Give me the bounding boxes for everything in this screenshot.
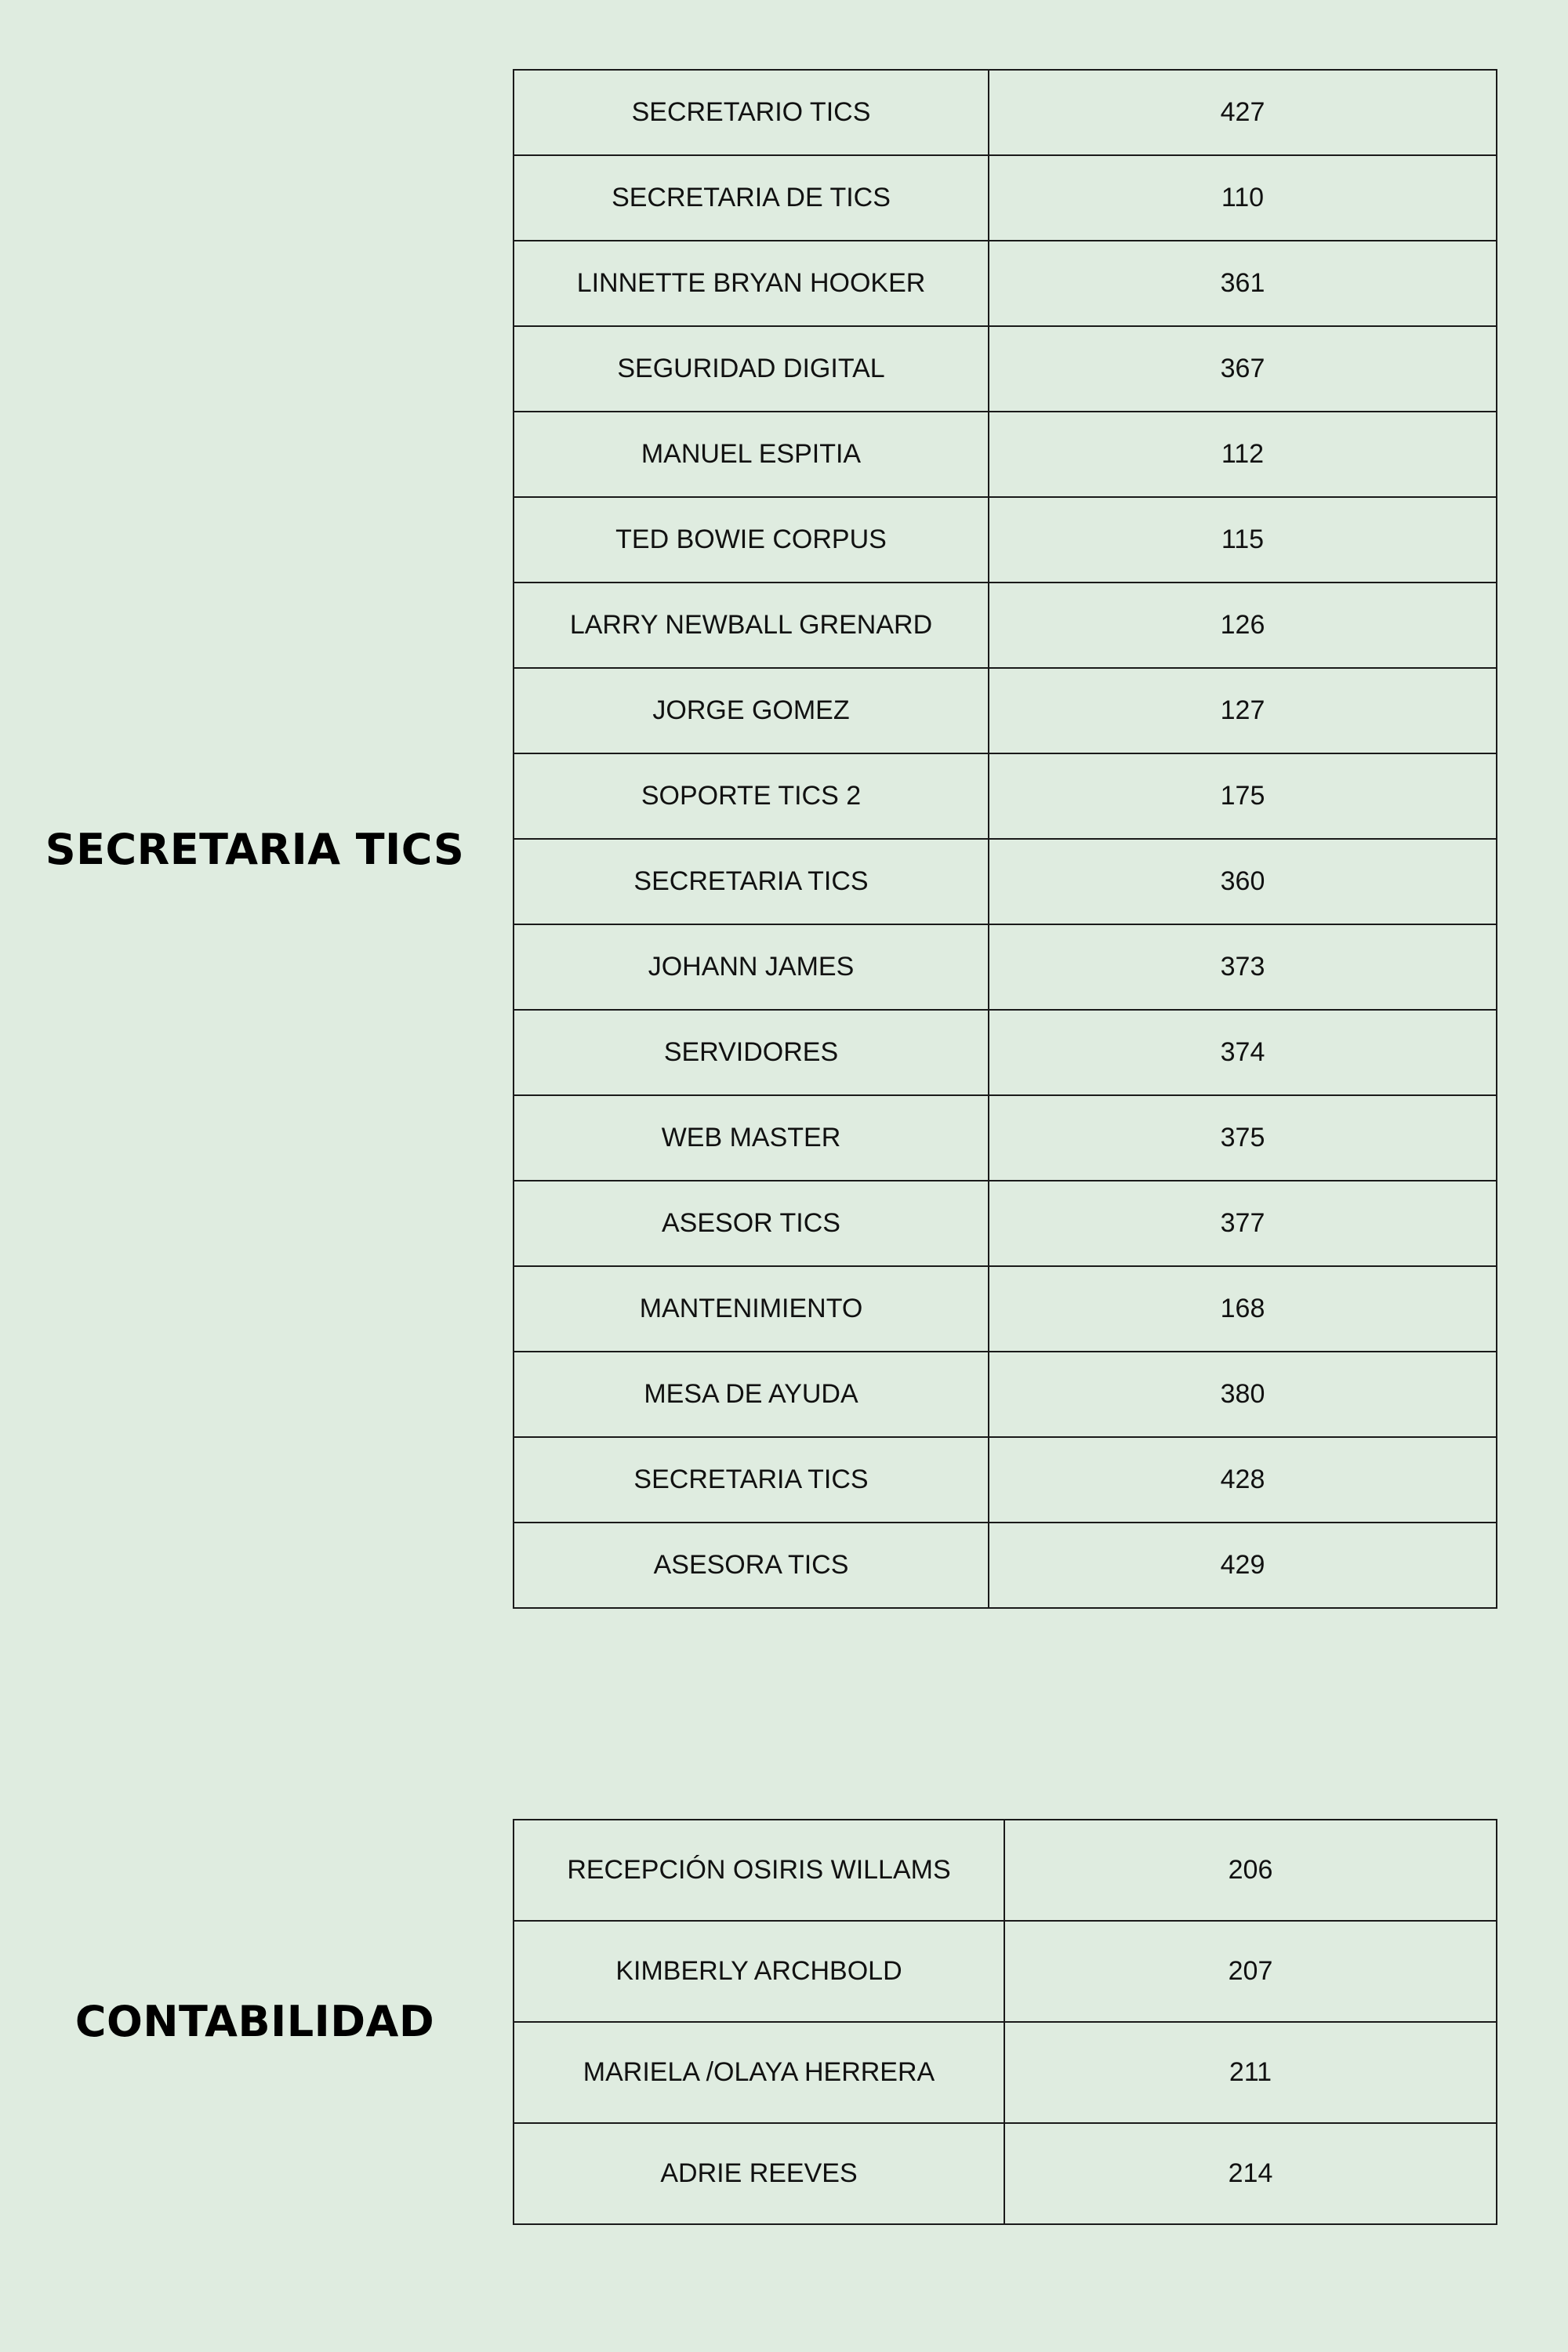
row-name: ASESORA TICS	[514, 1523, 989, 1608]
row-name: JORGE GOMEZ	[514, 668, 989, 753]
row-name: MARIELA /OLAYA HERRERA	[514, 2022, 1004, 2123]
row-extension: 207	[1004, 1921, 1497, 2022]
row-extension: 361	[989, 241, 1497, 326]
table-row	[514, 70, 1497, 155]
row-extension: 380	[989, 1352, 1497, 1437]
row-extension: 110	[989, 155, 1497, 241]
table-row	[514, 412, 1497, 497]
row-name: SEGURIDAD DIGITAL	[514, 326, 989, 412]
row-extension: 115	[989, 497, 1497, 583]
table-row	[514, 2123, 1497, 2224]
row-name: RECEPCIÓN OSIRIS WILLAMS	[514, 1820, 1004, 1921]
row-name: MANUEL ESPITIA	[514, 412, 989, 497]
extension-table-secretaria-tics	[513, 69, 1497, 1609]
section-title-secretaria-tics: SECRETARIA TICS	[45, 825, 465, 874]
row-name: ADRIE REEVES	[514, 2123, 1004, 2224]
row-name: KIMBERLY ARCHBOLD	[514, 1921, 1004, 2022]
table-row	[514, 753, 1497, 839]
row-name: MESA DE AYUDA	[514, 1352, 989, 1437]
row-name: WEB MASTER	[514, 1095, 989, 1181]
row-extension: 377	[989, 1181, 1497, 1266]
row-extension: 375	[989, 1095, 1497, 1181]
table-row	[514, 1523, 1497, 1608]
row-name: SECRETARIA DE TICS	[514, 155, 989, 241]
section-title-contabilidad: CONTABILIDAD	[74, 1997, 435, 2046]
table-row	[514, 155, 1497, 241]
table-row	[514, 924, 1497, 1010]
row-extension: 427	[989, 70, 1497, 155]
table-row	[514, 1095, 1497, 1181]
row-name: SECRETARIA TICS	[514, 839, 989, 924]
table-row	[514, 1266, 1497, 1352]
table-row	[514, 241, 1497, 326]
row-extension: 112	[989, 412, 1497, 497]
row-name: TED BOWIE CORPUS	[514, 497, 989, 583]
table-row	[514, 1921, 1497, 2022]
table-row	[514, 497, 1497, 583]
row-extension: 168	[989, 1266, 1497, 1352]
table-row	[514, 668, 1497, 753]
row-extension: 206	[1004, 1820, 1497, 1921]
row-extension: 126	[989, 583, 1497, 668]
row-extension: 175	[989, 753, 1497, 839]
row-extension: 360	[989, 839, 1497, 924]
row-name: LARRY NEWBALL GRENARD	[514, 583, 989, 668]
table-row	[514, 1181, 1497, 1266]
row-name: LINNETTE BRYAN HOOKER	[514, 241, 989, 326]
table-row	[514, 1820, 1497, 1921]
row-name: SECRETARIA TICS	[514, 1437, 989, 1523]
row-extension: 127	[989, 668, 1497, 753]
table-row	[514, 1352, 1497, 1437]
row-name: JOHANN JAMES	[514, 924, 989, 1010]
row-name: SERVIDORES	[514, 1010, 989, 1095]
row-name: ASESOR TICS	[514, 1181, 989, 1266]
table-row	[514, 326, 1497, 412]
table-row	[514, 583, 1497, 668]
table-row	[514, 839, 1497, 924]
row-name: SOPORTE TICS 2	[514, 753, 989, 839]
row-name: SECRETARIO TICS	[514, 70, 989, 155]
table-row	[514, 1437, 1497, 1523]
row-extension: 373	[989, 924, 1497, 1010]
row-name: MANTENIMIENTO	[514, 1266, 989, 1352]
row-extension: 214	[1004, 2123, 1497, 2224]
table-row	[514, 1010, 1497, 1095]
row-extension: 367	[989, 326, 1497, 412]
extension-table-contabilidad	[513, 1819, 1497, 2225]
row-extension: 429	[989, 1523, 1497, 1608]
table-row	[514, 2022, 1497, 2123]
row-extension: 211	[1004, 2022, 1497, 2123]
row-extension: 374	[989, 1010, 1497, 1095]
row-extension: 428	[989, 1437, 1497, 1523]
